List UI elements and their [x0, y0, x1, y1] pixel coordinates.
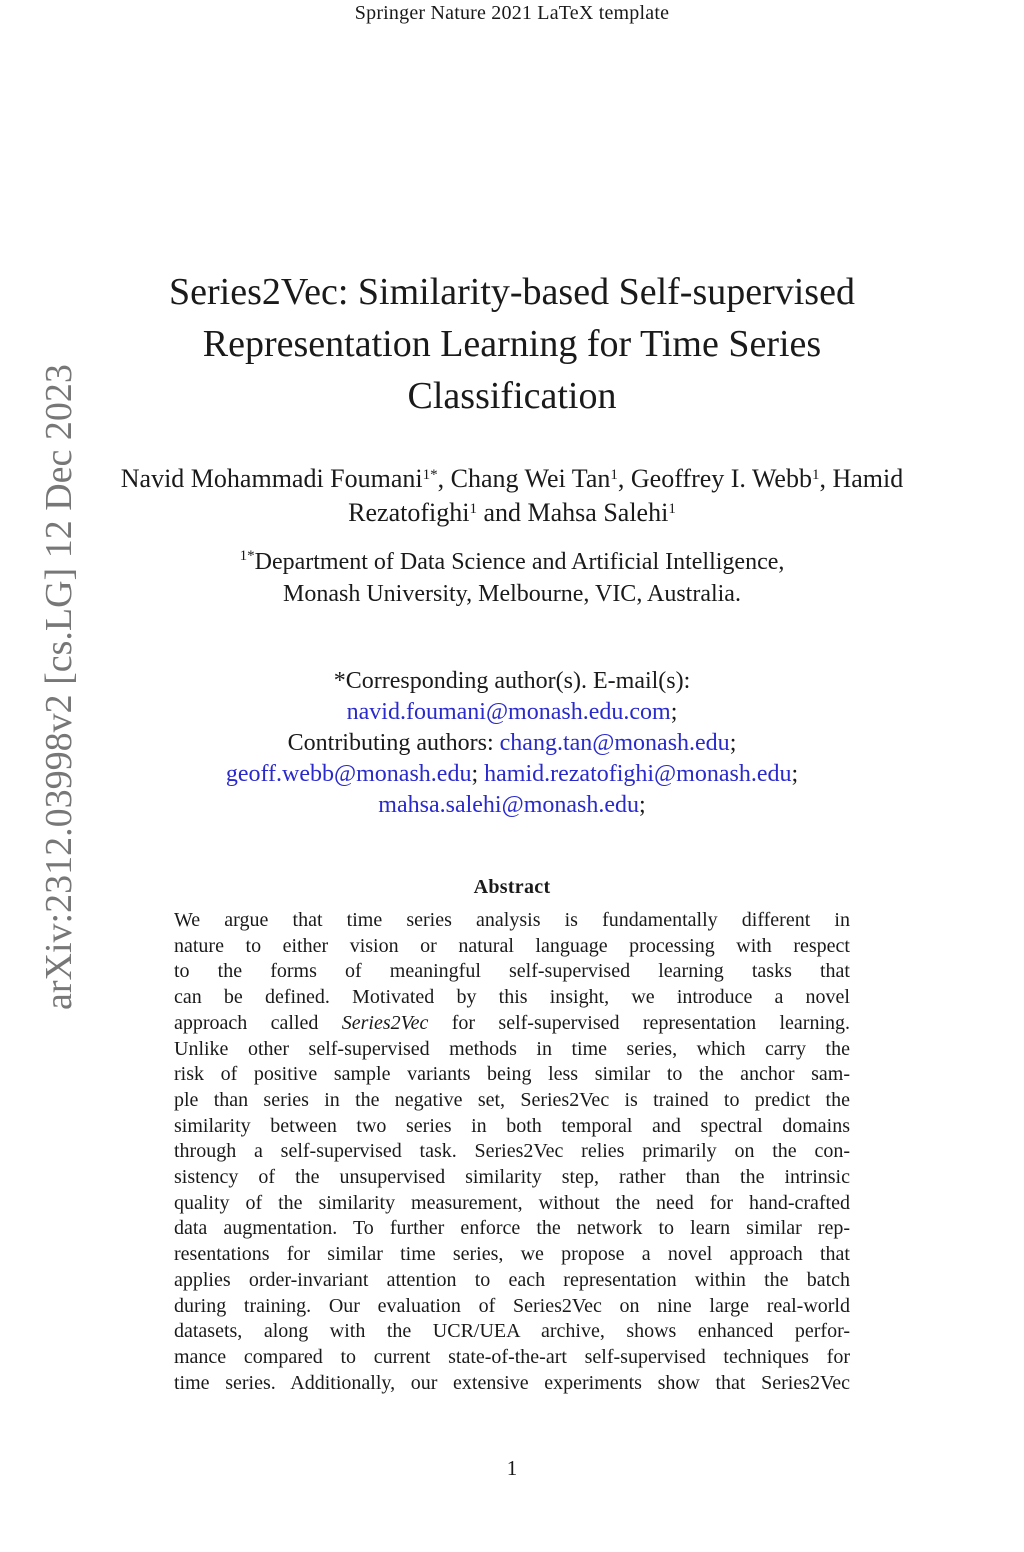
correspondence-line: [160, 728, 864, 759]
contributing-email-link[interactable]: mahsa.salehi@monash.edu: [378, 792, 640, 818]
page-number: [0, 1456, 1024, 1481]
abstract-line-text: for self-supervised representation learning.: [428, 1011, 850, 1034]
abstract-line: Unlike other self-supervised methods in time series, which carry the: [174, 1037, 850, 1060]
correspondence-block: [160, 666, 864, 821]
abstract-line: nature to either vision or natural language processing with respect: [174, 934, 850, 957]
abstract-line: can be defined. Motivated by this insight, we introduce a novel: [174, 986, 850, 1009]
abstract-line: during training. Our evaluation of Series2Vec on nine large real-world: [174, 1294, 850, 1317]
corresponding-email-link[interactable]: navid.foumani@monash.edu.com: [346, 699, 671, 725]
abstract-line: mance compared to current state-of-the-art self-supervised techniques for: [174, 1345, 850, 1368]
running-header: [0, 2, 1024, 25]
email-separator: ;: [639, 792, 646, 818]
author-separator: ,: [617, 464, 631, 493]
abstract-line: applies order-invariant attention to each representation within the batch: [174, 1268, 850, 1291]
author-affiliation-marker: 1: [610, 467, 618, 483]
author-name: Hamid Rezatofighi: [348, 464, 904, 527]
abstract-line: datasets, along with the UCR/UEA archive, shows enhanced perfor-: [174, 1320, 850, 1343]
contributing-email-link[interactable]: hamid.rezatofighi@monash.edu: [484, 761, 792, 787]
author-separator: ,: [819, 464, 833, 493]
author-separator: and: [476, 498, 528, 527]
abstract-line: data augmentation. To further enforce the network to learn similar rep-: [174, 1217, 850, 1240]
abstract-line: ple than series in the negative set, Series2Vec is trained to predict the: [174, 1088, 850, 1111]
author-separator: ,: [437, 464, 451, 493]
author-affiliation-marker: 1: [469, 501, 477, 517]
abstract-line: [174, 1011, 850, 1037]
author-affiliation-marker: 1*: [422, 467, 438, 483]
abstract-line: to the forms of meaningful self-supervised learning tasks that: [174, 960, 850, 983]
author-name: Mahsa Salehi: [527, 498, 669, 527]
email-separator: ;: [729, 730, 737, 756]
author-name: Navid Mohammadi Foumani: [120, 464, 423, 493]
affiliation-line: [160, 578, 864, 610]
author-affiliation-marker: 1: [668, 501, 676, 517]
abstract-line-text: approach called: [174, 1011, 342, 1034]
affiliation-marker: 1*: [239, 548, 255, 564]
email-separator: ;: [471, 761, 479, 787]
contributing-email-link[interactable]: chang.tan@monash.edu: [499, 730, 730, 756]
abstract-line: similarity between two series in both temporal and spectral domains: [174, 1114, 850, 1137]
abstract-heading-text: Abstract: [473, 876, 551, 898]
author-list: [120, 462, 904, 530]
abstract-heading: [0, 876, 1024, 899]
arxiv-stamp: [40, 364, 78, 1010]
abstract-line: risk of positive sample variants being less similar to the anchor sam-: [174, 1063, 850, 1086]
abstract-line: quality of the similarity measurement, without the need for hand-crafted: [174, 1191, 850, 1214]
abstract-line: through a self-supervised task. Series2Vec relies primarily on the con-: [174, 1140, 850, 1163]
abstract-line: sistency of the unsupervised similarity step, rather than the intrinsic: [174, 1166, 850, 1189]
author-affiliation-marker: 1: [811, 467, 820, 483]
correspondence-line: [160, 759, 864, 790]
author-name: Geoffrey I. Webb: [630, 464, 812, 493]
running-header-text: Springer Nature 2021 LaTeX template: [354, 2, 670, 24]
method-name-italic: Series2Vec: [341, 1011, 429, 1034]
abstract-line: resentations for similar time series, we propose a novel approach that: [174, 1243, 850, 1266]
abstract-line: time series. Additionally, our extensive experiments show that Series2Vec: [174, 1371, 850, 1394]
email-separator: ;: [670, 699, 678, 725]
contributing-label: Contributing authors:: [287, 730, 500, 756]
affiliation-line: [160, 546, 864, 578]
email-separator: ;: [791, 761, 799, 787]
abstract-body: [174, 908, 850, 1396]
correspondence-intro: *Corresponding author(s). E-mail(s):: [333, 668, 691, 694]
correspondence-line: [160, 790, 864, 821]
affiliation: [160, 546, 864, 610]
contributing-email-link[interactable]: geoff.webb@monash.edu: [225, 761, 472, 787]
affiliation-institution: Monash University, Melbourne, VIC, Australia.: [283, 581, 741, 607]
author-name: Chang Wei Tan: [450, 464, 611, 493]
paper-title-text: Series2Vec: Similarity-based Self-supervised Representation Learning for Time Series Classification: [169, 271, 855, 417]
page-number-text: 1: [506, 1456, 518, 1480]
abstract-line: We argue that time series analysis is fundamentally different in: [174, 909, 850, 931]
arxiv-stamp-text: arXiv:2312.03998v2 [cs.LG] 12 Dec 2023: [38, 364, 80, 1010]
paper-title: [120, 266, 904, 422]
correspondence-line: [160, 697, 864, 728]
affiliation-department: Department of Data Science and Artificial Intelligence,: [254, 549, 785, 575]
